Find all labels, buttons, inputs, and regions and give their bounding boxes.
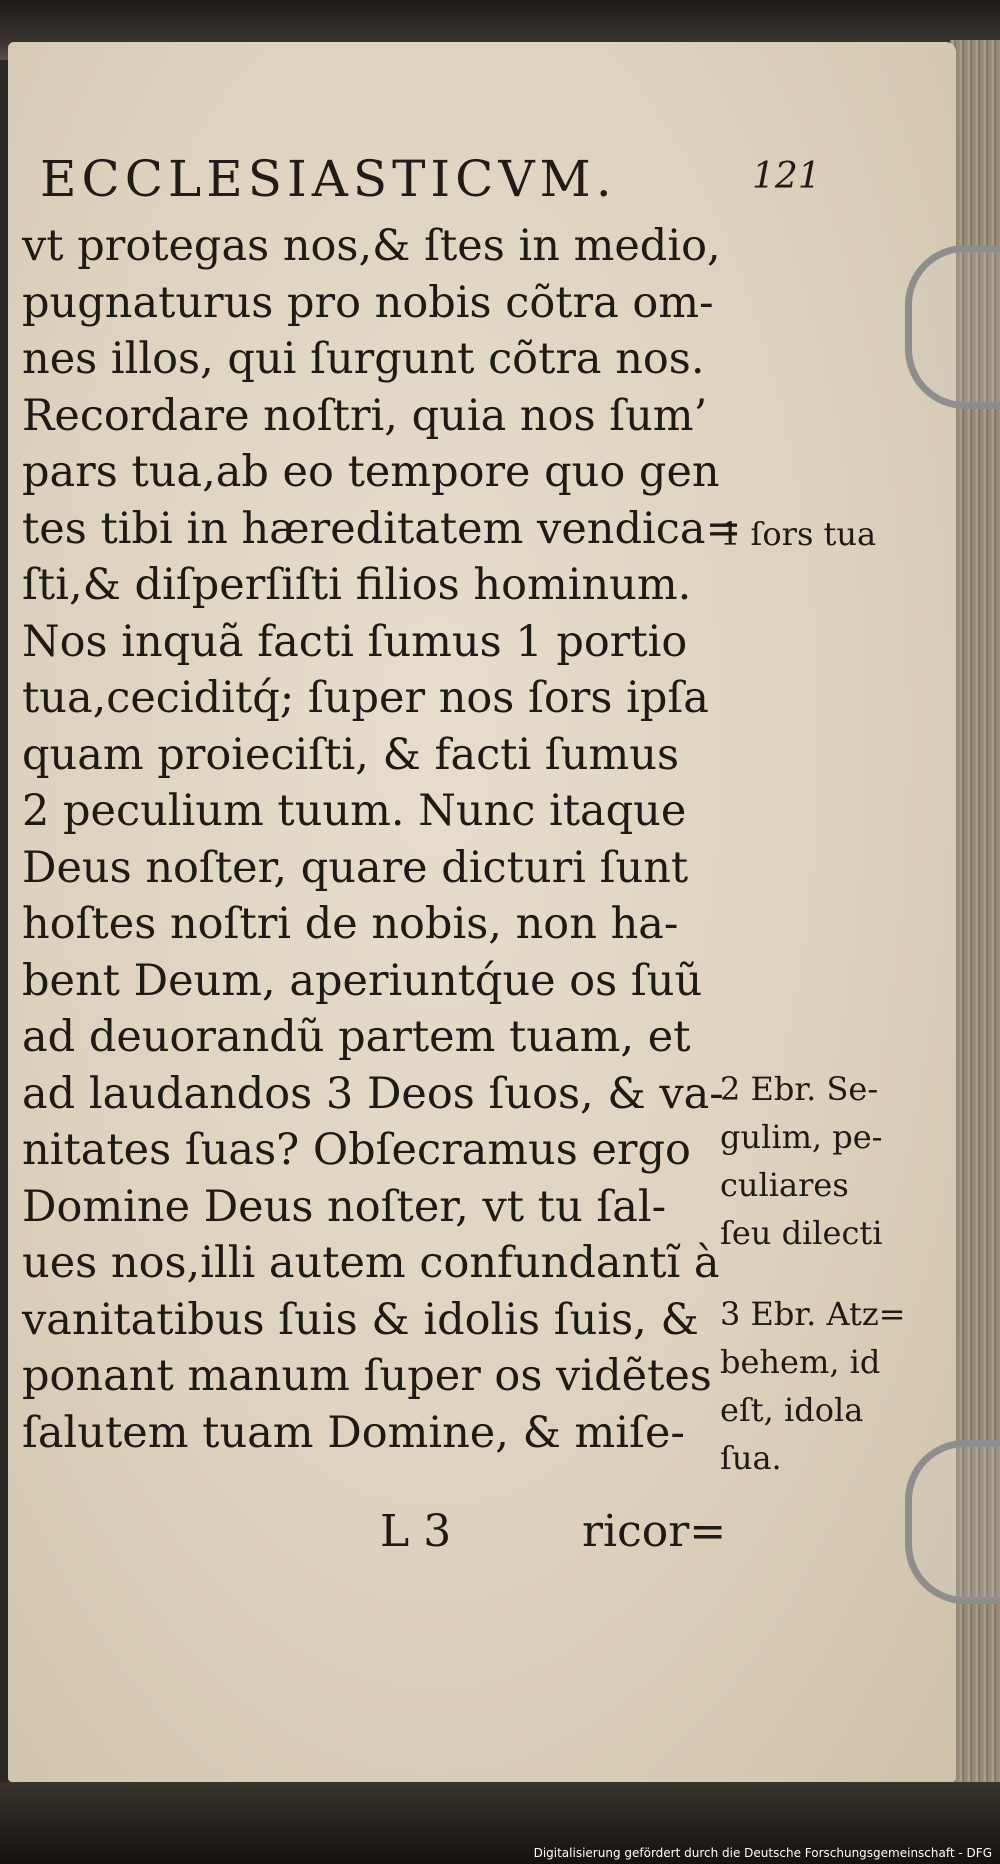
- text-line: bent Deum, aperiuntq́ue os ſuũ: [22, 955, 703, 1006]
- margin-note-2: [720, 1065, 882, 1257]
- margin-note-line: 2 Ebr. Se-: [720, 1070, 879, 1108]
- text-line: nitates ſuas? Obſecramus ergo: [22, 1125, 691, 1175]
- text-line: ues nos,illi autem confundantĩ à: [22, 1238, 720, 1288]
- text-line: ſti,& diſperſiſti filios hominum.: [22, 560, 692, 610]
- text-line: tua,ceciditq́; ſuper nos ſors ipſa: [22, 673, 709, 723]
- body-text: [22, 218, 742, 1461]
- margin-note-line: behem, id: [720, 1343, 881, 1381]
- page-number: 121: [752, 156, 821, 197]
- text-line: Deus noſter, quare dicturi ſunt: [22, 842, 689, 893]
- margin-note-line: 3 Ebr. Atz=: [720, 1295, 906, 1333]
- signature-mark: L 3: [380, 1506, 452, 1557]
- text-line: pugnaturus pro nobis cõtra om-: [22, 277, 714, 328]
- text-line: pars tua,ab eo tempore quo gen: [22, 447, 720, 497]
- text-line: tes tibi in hæreditatem vendica=: [22, 503, 742, 554]
- margin-note-line: ſua.: [720, 1439, 782, 1477]
- digitization-credit: Digitalisierung gefördert durch die Deutsche Forschungsgemeinschaft - DFG: [533, 1846, 992, 1860]
- margin-note-line: ſeu dilecti: [720, 1214, 883, 1252]
- text-line: ſalutem tuam Domine, & miſe-: [22, 1407, 685, 1458]
- margin-note-line: eſt, idola: [720, 1391, 864, 1429]
- margin-note-line: 1 ſors tua: [720, 515, 877, 553]
- text-line: ponant manum ſuper os vidẽtes: [22, 1351, 712, 1401]
- text-line: Recordare noſtri, quia nos ſum’: [22, 390, 708, 441]
- text-line: Nos inquã facti ſumus 1 portio: [22, 616, 688, 667]
- margin-note-3: [720, 1290, 906, 1482]
- margin-note-line: gulim, pe-: [720, 1118, 883, 1156]
- margin-note-line: culiares: [720, 1166, 849, 1204]
- running-header: [40, 150, 920, 210]
- text-line: quam proieciſti, & facti ſumus: [22, 729, 680, 780]
- catchword: ricor=: [582, 1506, 727, 1557]
- margin-note-1: [720, 510, 876, 558]
- text-line: vt protegas nos,& ſtes in medio,: [22, 221, 721, 271]
- text-line: nes illos, qui ſurgunt cõtra nos.: [22, 334, 705, 384]
- page-footer: [0, 1506, 1000, 1566]
- text-line: ad deuorandũ partem tuam, et: [22, 1012, 691, 1062]
- text-line: hoſtes noſtri de nobis, non ha-: [22, 899, 679, 949]
- text-line: 2 peculium tuum. Nunc itaque: [22, 786, 687, 836]
- running-title: ECCLESIASTICVM.: [40, 150, 617, 208]
- text-line: ad laudandos 3 Deos ſuos, & va-: [22, 1068, 724, 1119]
- text-line: vanitatibus ſuis & idolis ſuis, &: [22, 1294, 699, 1345]
- text-line: Domine Deus noſter, vt tu ſal-: [22, 1181, 667, 1232]
- page-clip-top: [905, 245, 1000, 409]
